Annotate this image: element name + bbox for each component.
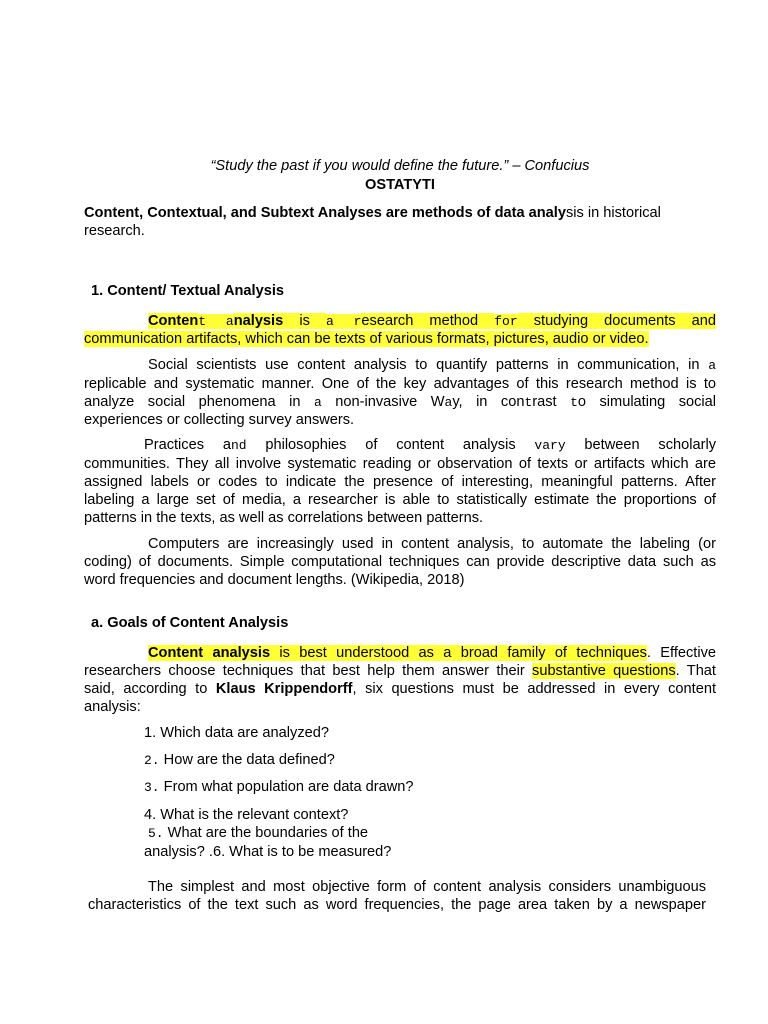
text-span: researchers choose techniques that best help them answer their xyxy=(84,663,533,679)
text-span: a xyxy=(222,437,231,453)
text-span: between scholarly xyxy=(565,437,716,453)
text-span: Social scientists use content analysis to quantify patterns in communication, in xyxy=(148,357,709,373)
text-line xyxy=(84,662,716,680)
text-line: experiences or collecting survey answers. xyxy=(84,412,355,428)
highlight-span: nalysis xyxy=(233,313,284,329)
text-span: rast xyxy=(532,394,571,410)
text-line xyxy=(84,436,716,455)
mono-span: nd xyxy=(230,438,247,453)
list-item-continuation: analysis? .6. What is to be measured? xyxy=(144,844,392,860)
text-line: characteristics of the text such as word frequencies, the page area taken by a newspaper xyxy=(88,897,706,913)
text-span: What are the boundaries of the xyxy=(163,825,369,841)
text-line: analysis: xyxy=(84,699,141,715)
section-heading-content-analysis: 1. Content/ Textual Analysis xyxy=(91,283,285,299)
text-span: Computers are increasingly used in content analysis, to automate the labeling (or xyxy=(148,536,716,552)
highlight-span: esearch method xyxy=(361,313,495,329)
highlight-span: studying documents and xyxy=(517,313,717,329)
text-span: Practices xyxy=(144,437,223,453)
mono-span: t xyxy=(524,395,533,410)
text-line xyxy=(84,535,716,553)
text-span: o simulating social xyxy=(577,394,717,410)
text-line xyxy=(84,644,716,662)
text-line: word frequencies and document lengths. (Wikipedia, 2018) xyxy=(84,572,465,588)
mono-span: a xyxy=(708,358,716,373)
highlight-span: Content analysis xyxy=(148,645,271,661)
epigraph-quote: “Study the past if you would define the future.” – Confucius xyxy=(210,158,590,174)
text-span: non-invasive xyxy=(321,394,431,410)
list-item xyxy=(148,824,708,843)
mono-span: t xyxy=(198,314,226,329)
list-item xyxy=(144,778,704,797)
mono-span: for xyxy=(494,314,518,329)
text-line xyxy=(84,393,716,412)
list-item: 1. Which data are analyzed? xyxy=(144,725,329,741)
list-item xyxy=(144,751,704,770)
section-heading-goals: a. Goals of Content Analysis xyxy=(91,615,289,631)
highlight-span: Conten xyxy=(148,313,199,329)
page-title: OSTATYTI xyxy=(365,177,435,193)
mono-span: a xyxy=(314,395,322,410)
text-line: labeling a large set of media, a researcher is able to statistically estimate the proportions of xyxy=(84,492,716,508)
text-span: said, according to xyxy=(84,681,216,697)
text-line xyxy=(84,330,716,348)
highlight-span: communication artifacts, which can be texts of various formats, pictures, audio or video. xyxy=(84,331,649,347)
highlight-span: substantive questions xyxy=(532,663,676,679)
text-line: replicable and systematic manner. One of the key advantages of this research method is to xyxy=(84,376,716,392)
bold-span: Content, Contextual, and Subtext Analyses are methods of data analy xyxy=(84,205,566,221)
mono-span: vary xyxy=(534,438,566,453)
mono-span: a r xyxy=(325,314,362,329)
text-line: patterns in the texts, as well as correlations between patterns. xyxy=(84,510,484,526)
text-line xyxy=(84,356,716,375)
mono-span: t xyxy=(570,395,578,410)
bold-span: Klaus Krippendorff xyxy=(215,681,353,697)
list-number: 3. xyxy=(144,780,160,795)
text-line: communities. They all involve systematic reading or observation of texts or artifacts which are xyxy=(84,456,716,472)
list-number: 5. xyxy=(148,826,164,841)
text-line: assigned labels or codes to indicate the presence of interesting, meaningful patterns. After xyxy=(84,474,716,490)
text-line: coding) of documents. Simple computational techniques can provide descriptive data such as xyxy=(84,554,716,570)
text-span: sis in historical xyxy=(565,205,661,221)
highlight-span: is best understood as a broad family of techniques xyxy=(270,645,647,661)
text-span: From what population are data drawn? xyxy=(159,779,414,795)
list-item: 4. What is the relevant context? xyxy=(144,807,349,823)
text-line xyxy=(84,204,716,222)
text-span: W xyxy=(430,394,445,410)
text-span: philosophies of content analysis xyxy=(246,437,535,453)
mono-span: a xyxy=(225,314,234,329)
text-line: research. xyxy=(84,223,145,239)
text-span: The simplest and most objective form of content analysis considers unambiguous xyxy=(148,879,706,895)
text-span: y, in con xyxy=(452,394,525,410)
highlight-span: is xyxy=(283,313,326,329)
text-span: . Effective xyxy=(646,645,717,661)
text-span: analyze social phenomena in xyxy=(84,394,314,410)
text-line xyxy=(84,680,716,698)
text-span: , six questions must be addressed in every content xyxy=(352,681,716,697)
text-line xyxy=(84,312,716,331)
text-span: How are the data defined? xyxy=(159,752,335,768)
mono-span: a xyxy=(444,395,453,410)
text-line xyxy=(88,878,706,896)
text-span: . That xyxy=(675,663,716,679)
list-number: 2. xyxy=(144,753,160,768)
